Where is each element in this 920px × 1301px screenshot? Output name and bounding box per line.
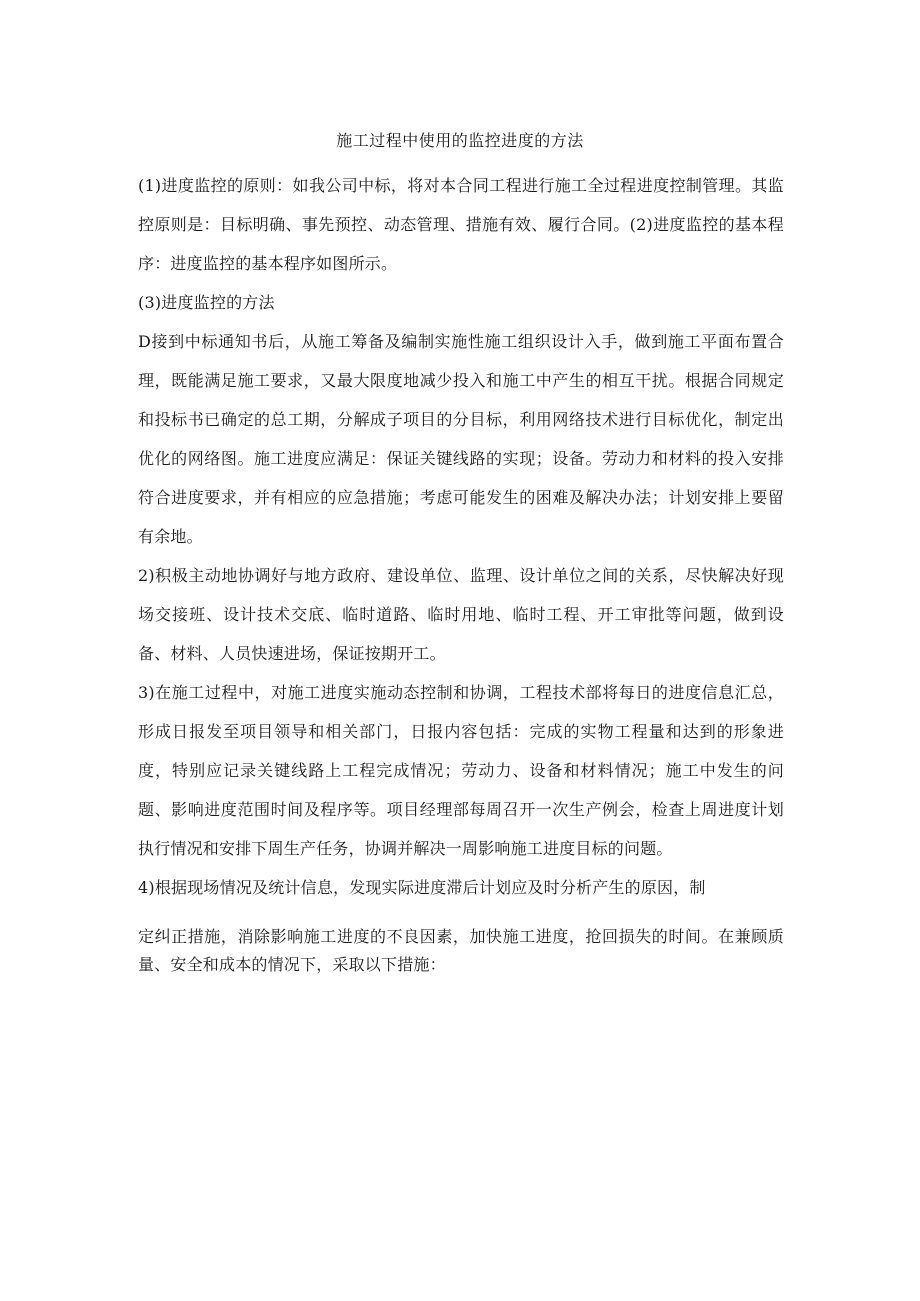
paragraph-method-3: 3)在施工过程中，对施工进度实施动态控制和协调，工程技术部将每日的进度信息汇总，形成日报发至项目领导和相关部门，日报内容包括：完成的实物工程量和达到的形象进度，特别应记录关键线路上工程完成情况；劳动力、设备和材料情况；施工中发生的问题、影响进度范围时间及程序等。项目经理部每周召开一次生产例会，检查上周进度计划执行情况和安排下周生产任务，协调并解决一周影响施工进度目标的问题。 xyxy=(138,683,784,858)
document-title: 施工过程中使用的监控进度的方法 xyxy=(336,131,584,150)
document-body xyxy=(138,166,784,979)
paragraph-principles: (1)进度监控的原则：如我公司中标，将对本合同工程进行施工全过程进度控制管理。其监控原则是：目标明确、事先预控、动态管理、措施有效、履行合同。(2)进度监控的基本程序：进度监控的基本程序如图所示。 xyxy=(138,176,784,273)
paragraph-method-4-continued: 定纠正措施，消除影响施工进度的不良因素，加快施工进度，抢回损失的时间。在兼顾质量、安全和成本的情况下，采取以下措施： xyxy=(138,927,784,974)
paragraph-method-1: D接到中标通知书后，从施工筹备及编制实施性施工组织设计入手，做到施工平面布置合理，既能满足施工要求，又最大限度地减少投入和施工中产生的相互干扰。根据合同规定和投标书已确定的总工期，分解成子项目的分目标，利用网络技术进行目标优化，制定出优化的网络图。施工进度应满足：保证关键线路的实现；设备。劳动力和材料的投入安排符合进度要求，并有相应的应急措施；考虑可能发生的困难及解决办法；计划安排上要留有余地。 xyxy=(138,332,784,546)
paragraph-method-4: 4)根据现场情况及统计信息，发现实际进度滞后计划应及时分析产生的原因，制 xyxy=(138,878,706,897)
paragraph-method-2: 2)积极主动地协调好与地方政府、建设单位、监理、设计单位之间的关系，尽快解决好现场交接班、设计技术交底、临时道路、临时用地、临时工程、开工审批等问题，做到设备、材料、人员快速进场，保证按期开工。 xyxy=(138,566,784,663)
paragraph-methods-heading: (3)进度监控的方法 xyxy=(138,293,275,312)
